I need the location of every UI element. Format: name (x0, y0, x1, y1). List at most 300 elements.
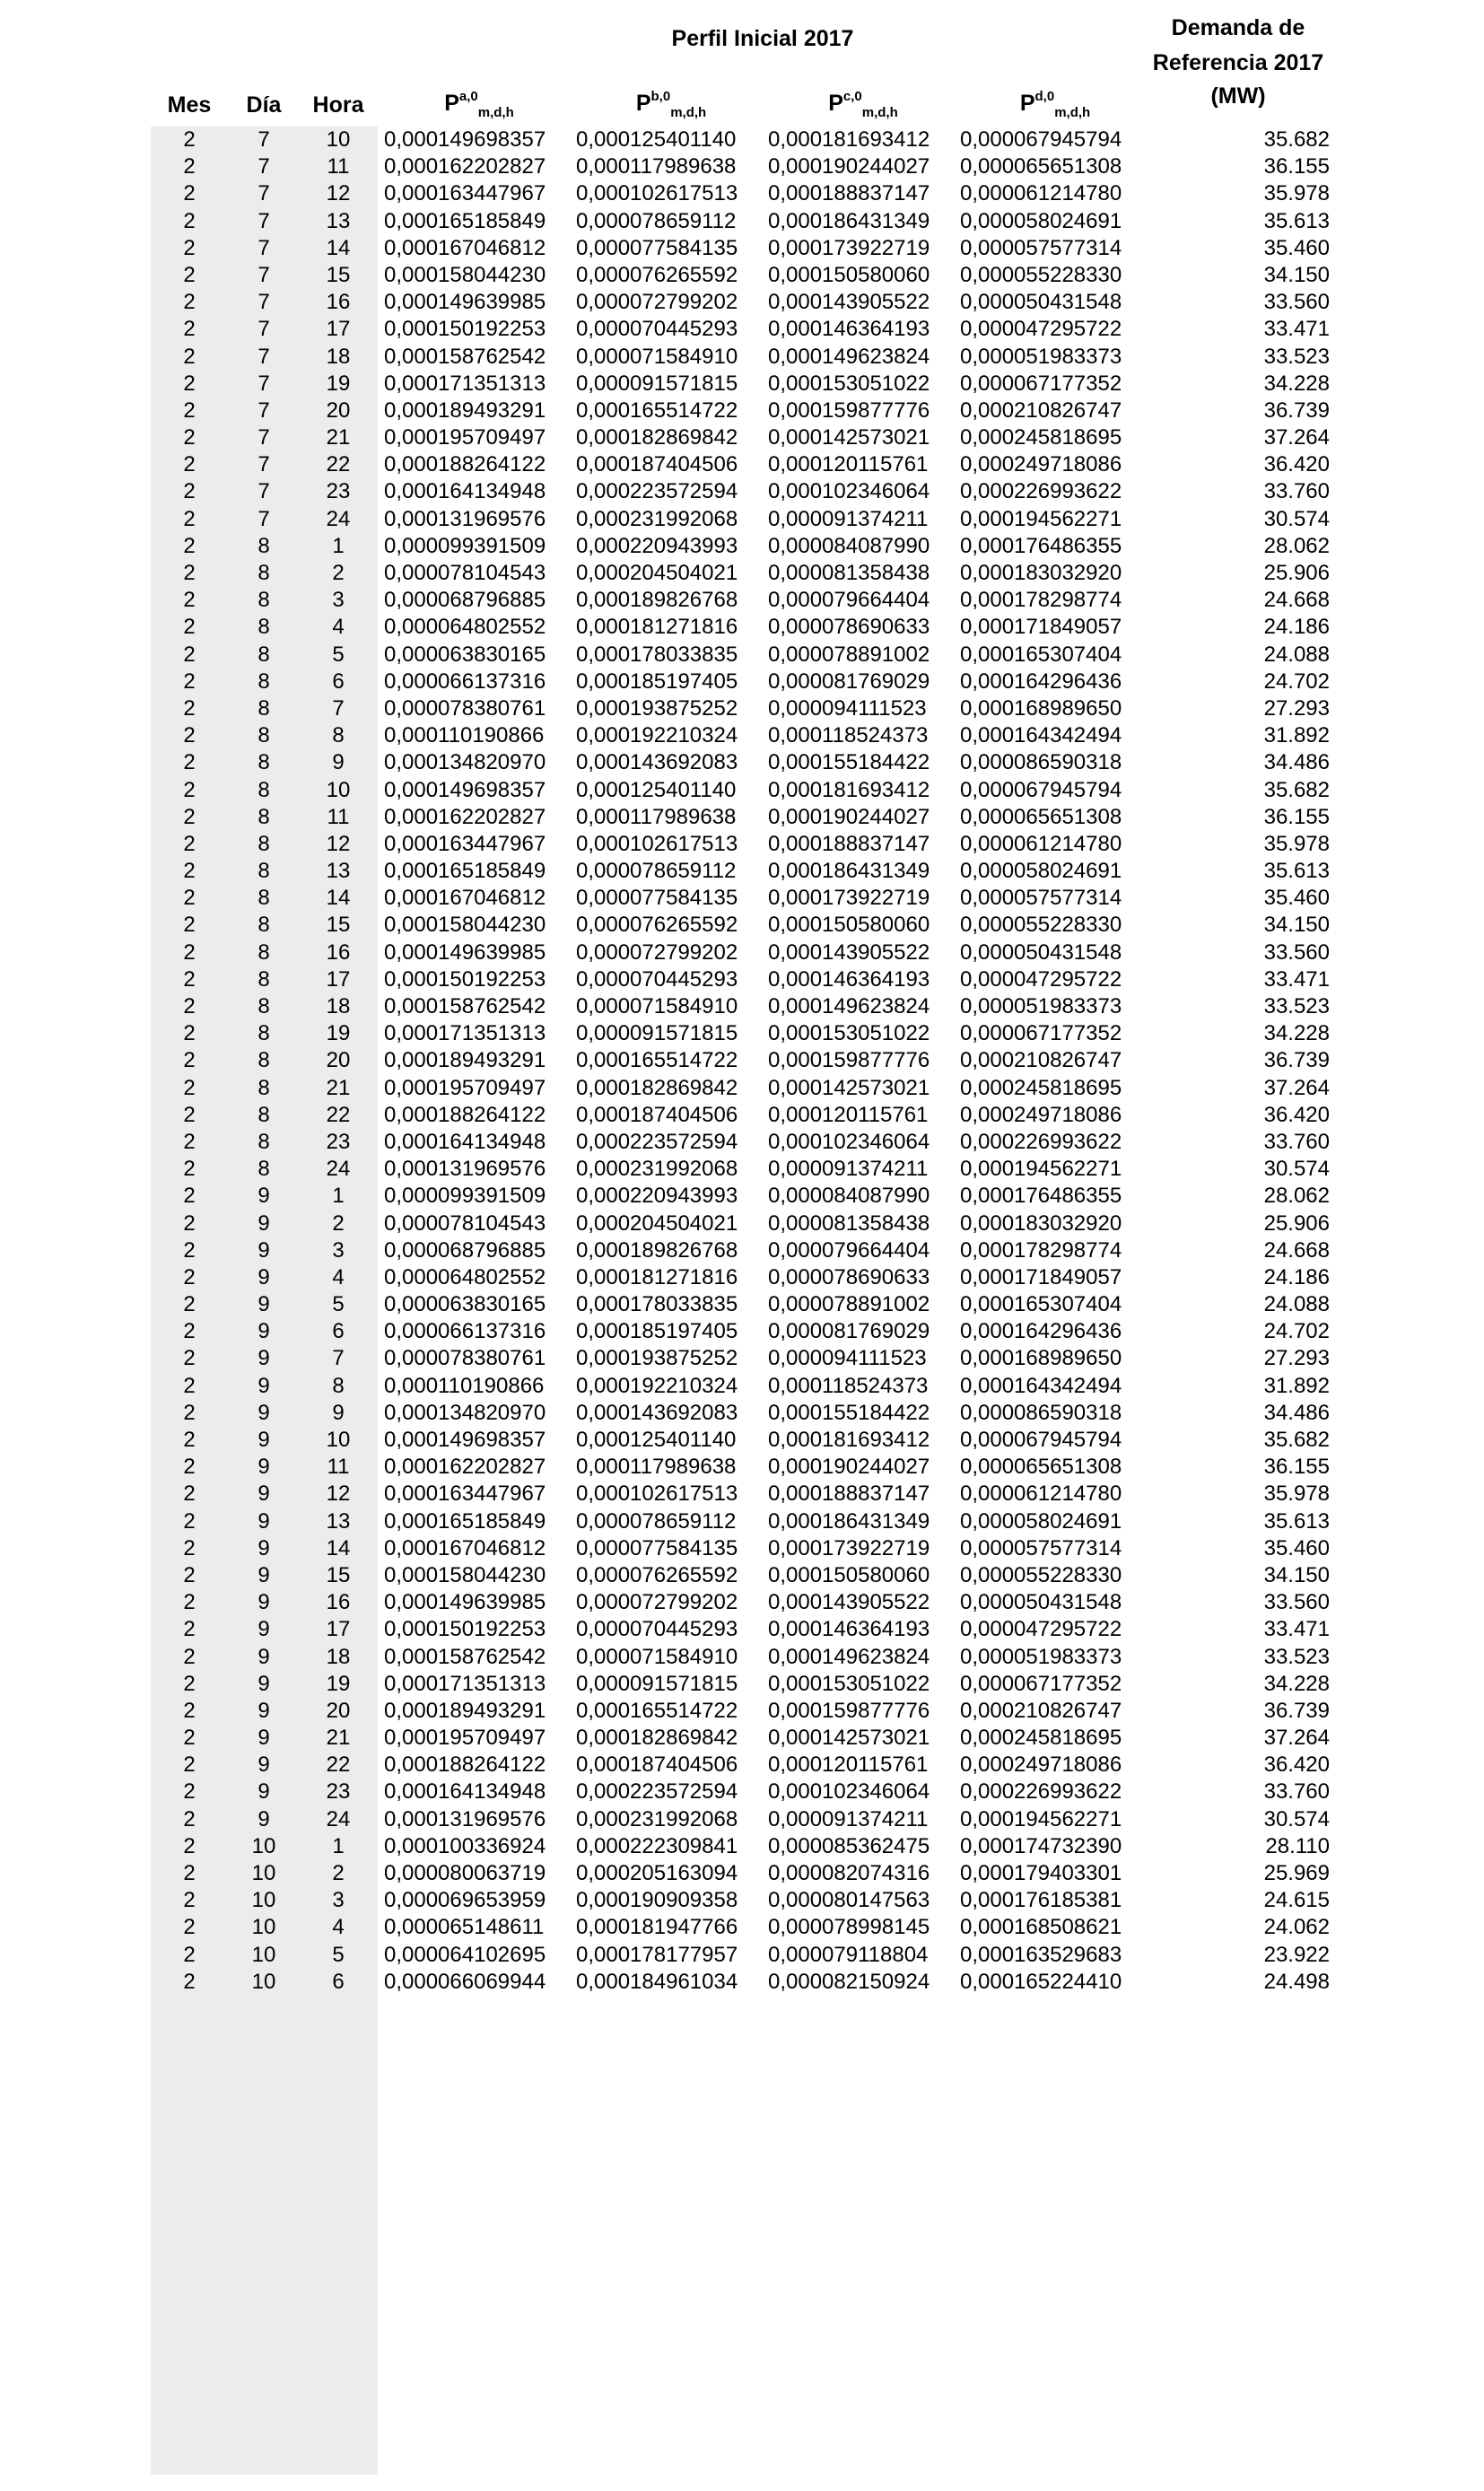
cell-demanda: 37.264 (1263, 1726, 1330, 1751)
cell-hora: 3 (332, 588, 345, 613)
cell-pb: 0,000076265592 (576, 1562, 738, 1587)
cell-pa: 0,000064102695 (384, 1942, 546, 1967)
table-row (0, 1779, 1484, 1805)
cell-pd: 0,000057577314 (960, 235, 1122, 260)
table-row (0, 993, 1484, 1020)
cell-pa: 0,000162202827 (384, 804, 546, 829)
table-row (0, 642, 1484, 669)
cell-hora: 3 (332, 1888, 345, 1913)
cell-mes: 2 (183, 859, 196, 884)
cell-demanda: 33.523 (1263, 344, 1330, 369)
cell-mes: 2 (183, 208, 196, 233)
cell-pb: 0,000231992068 (576, 506, 738, 531)
cell-pb: 0,000070445293 (576, 966, 738, 992)
cell-demanda: 34.150 (1263, 1562, 1330, 1587)
cell-pa: 0,000066137316 (384, 1319, 546, 1344)
cell-pc: 0,000173922719 (768, 1535, 930, 1560)
table-row (0, 1725, 1484, 1752)
cell-demanda: 34.486 (1263, 1400, 1330, 1425)
cell-pb: 0,000117989638 (576, 154, 737, 179)
cell-hora: 16 (326, 1590, 351, 1615)
table-row (0, 804, 1484, 831)
cell-pb: 0,000185197405 (576, 669, 738, 694)
cell-pb: 0,000071584910 (576, 344, 738, 369)
cell-hora: 9 (332, 750, 345, 775)
table-header (0, 0, 1484, 133)
cell-pd: 0,000050431548 (960, 290, 1122, 315)
cell-demanda: 24.186 (1263, 615, 1330, 640)
cell-demanda: 33.560 (1263, 290, 1330, 315)
table-row (0, 235, 1484, 262)
cell-hora: 17 (326, 966, 351, 992)
cell-pb: 0,000071584910 (576, 994, 738, 1018)
cell-demanda: 35.978 (1263, 831, 1330, 856)
cell-pa: 0,000131969576 (384, 1806, 546, 1831)
cell-pc: 0,000120115761 (768, 1102, 929, 1127)
cell-pc: 0,000150580060 (768, 913, 930, 938)
cell-dia: 10 (251, 1915, 276, 1940)
cell-pc: 0,000102346064 (768, 1779, 930, 1805)
cell-hora: 13 (326, 208, 351, 233)
cell-demanda: 24.668 (1263, 1237, 1330, 1263)
cell-pc: 0,000091374211 (768, 506, 929, 531)
cell-pb: 0,000102617513 (576, 831, 738, 856)
cell-pb: 0,000190909358 (576, 1888, 738, 1913)
cell-dia: 9 (258, 1671, 270, 1696)
cell-pc: 0,000094111523 (768, 695, 927, 721)
cell-dia: 8 (258, 777, 270, 802)
table-row (0, 478, 1484, 505)
cell-mes: 2 (183, 344, 196, 369)
cell-dia: 8 (258, 533, 270, 558)
table-row (0, 1020, 1484, 1047)
table-row (0, 398, 1484, 424)
cell-pc: 0,000173922719 (768, 886, 930, 911)
table-row (0, 560, 1484, 587)
cell-pa: 0,000164134948 (384, 1779, 546, 1805)
cell-pb: 0,000077584135 (576, 235, 738, 260)
cell-mes: 2 (183, 1048, 196, 1073)
cell-pd: 0,000171849057 (960, 1264, 1122, 1289)
cell-pc: 0,000118524373 (768, 1373, 929, 1398)
table-row (0, 153, 1484, 180)
cell-dia: 8 (258, 913, 270, 938)
cell-hora: 15 (326, 1562, 351, 1587)
cell-pa: 0,000195709497 (384, 1726, 546, 1751)
cell-pa: 0,000171351313 (384, 1021, 546, 1046)
cell-pc: 0,000084087990 (768, 1184, 930, 1209)
cell-dia: 7 (258, 181, 270, 206)
cell-pa: 0,000189493291 (384, 398, 546, 423)
cell-mes: 2 (183, 831, 196, 856)
cell-pb: 0,000223572594 (576, 1129, 738, 1154)
cell-demanda: 35.682 (1263, 1428, 1330, 1452)
cell-pd: 0,000165307404 (960, 642, 1122, 667)
table-row (0, 1156, 1484, 1183)
cell-dia: 9 (258, 1481, 270, 1507)
cell-hora: 14 (326, 886, 351, 911)
cell-mes: 2 (183, 1264, 196, 1289)
cell-pa: 0,000110190866 (384, 723, 545, 748)
cell-pc: 0,000149623824 (768, 344, 930, 369)
cell-hora: 7 (332, 1346, 345, 1371)
cell-pd: 0,000165307404 (960, 1292, 1122, 1317)
cell-pc: 0,000190244027 (768, 1455, 930, 1480)
cell-pd: 0,000047295722 (960, 966, 1122, 992)
cell-pa: 0,000149698357 (384, 127, 546, 152)
cell-pc: 0,000078690633 (768, 1264, 930, 1289)
cell-hora: 9 (332, 1400, 345, 1425)
cell-pb: 0,000231992068 (576, 1157, 738, 1182)
table-row (0, 127, 1484, 153)
cell-pd: 0,000210826747 (960, 1048, 1122, 1073)
cell-pa: 0,000165185849 (384, 859, 546, 884)
cell-pb: 0,000223572594 (576, 1779, 738, 1805)
cell-dia: 7 (258, 235, 270, 260)
cell-pd: 0,000249718086 (960, 1752, 1122, 1778)
cell-hora: 5 (332, 1942, 345, 1967)
cell-mes: 2 (183, 940, 196, 965)
cell-dia: 9 (258, 1644, 270, 1669)
cell-demanda: 28.062 (1263, 1184, 1330, 1209)
cell-pc: 0,000084087990 (768, 533, 930, 558)
cell-mes: 2 (183, 1915, 196, 1940)
cell-hora: 8 (332, 1373, 345, 1398)
cell-pc: 0,000181693412 (768, 777, 930, 802)
cell-pb: 0,000181271816 (576, 615, 738, 640)
cell-mes: 2 (183, 804, 196, 829)
cell-hora: 14 (326, 1535, 351, 1560)
cell-pd: 0,000055228330 (960, 262, 1122, 287)
cell-mes: 2 (183, 1888, 196, 1913)
cell-demanda: 34.228 (1263, 1671, 1330, 1696)
cell-hora: 19 (326, 371, 351, 396)
cell-pd: 0,000065651308 (960, 154, 1122, 179)
cell-dia: 9 (258, 1562, 270, 1587)
cell-pc: 0,000155184422 (768, 750, 930, 775)
cell-dia: 9 (258, 1237, 270, 1263)
header-hora: Hora (312, 92, 364, 118)
cell-pd: 0,000194562271 (960, 1806, 1122, 1831)
cell-demanda: 36.739 (1263, 1048, 1330, 1073)
cell-demanda: 33.523 (1263, 994, 1330, 1018)
cell-hora: 14 (326, 235, 351, 260)
header-demanda-line3: (MW) (1210, 83, 1266, 109)
cell-mes: 2 (183, 1671, 196, 1696)
cell-mes: 2 (183, 506, 196, 531)
cell-hora: 24 (326, 506, 351, 531)
cell-pa: 0,000150192253 (384, 1617, 546, 1642)
cell-hora: 4 (332, 1264, 345, 1289)
cell-pc: 0,000078690633 (768, 615, 930, 640)
cell-dia: 8 (258, 1157, 270, 1182)
cell-pd: 0,000226993622 (960, 1779, 1122, 1805)
cell-pa: 0,000064802552 (384, 1264, 546, 1289)
cell-pd: 0,000067177352 (960, 371, 1122, 396)
cell-pd: 0,000067945794 (960, 127, 1122, 152)
cell-demanda: 35.978 (1263, 181, 1330, 206)
cell-hora: 24 (326, 1157, 351, 1182)
cell-pb: 0,000165514722 (576, 398, 738, 423)
cell-pc: 0,000188837147 (768, 831, 930, 856)
cell-demanda: 36.155 (1263, 1455, 1330, 1480)
table-row (0, 289, 1484, 316)
cell-dia: 9 (258, 1346, 270, 1371)
table-row (0, 1914, 1484, 1941)
header-pb-base: P (635, 91, 651, 116)
cell-mes: 2 (183, 1400, 196, 1425)
cell-dia: 8 (258, 1021, 270, 1046)
cell-pa: 0,000164134948 (384, 1129, 546, 1154)
cell-dia: 10 (251, 1861, 276, 1885)
cell-pc: 0,000079118804 (768, 1942, 929, 1967)
table-row (0, 1833, 1484, 1860)
cell-mes: 2 (183, 750, 196, 775)
table-row (0, 344, 1484, 371)
header-dia: Día (246, 92, 282, 118)
table-row (0, 695, 1484, 722)
cell-pb: 0,000117989638 (576, 804, 737, 829)
cell-mes: 2 (183, 1590, 196, 1615)
cell-demanda: 37.264 (1263, 425, 1330, 450)
cell-pb: 0,000125401140 (576, 777, 737, 802)
cell-pc: 0,000081358438 (768, 1211, 930, 1236)
cell-pb: 0,000102617513 (576, 181, 738, 206)
cell-pd: 0,000210826747 (960, 1698, 1122, 1723)
header-pc (768, 90, 958, 120)
cell-pb: 0,000204504021 (576, 1211, 738, 1236)
cell-mes: 2 (183, 1184, 196, 1209)
cell-pb: 0,000071584910 (576, 1644, 738, 1669)
cell-dia: 9 (258, 1455, 270, 1480)
cell-mes: 2 (183, 479, 196, 504)
cell-pb: 0,000072799202 (576, 1590, 738, 1615)
cell-hora: 2 (332, 1211, 345, 1236)
cell-demanda: 27.293 (1263, 1346, 1330, 1371)
cell-mes: 2 (183, 1211, 196, 1236)
cell-demanda: 35.978 (1263, 1481, 1330, 1507)
cell-dia: 7 (258, 371, 270, 396)
cell-mes: 2 (183, 1942, 196, 1967)
cell-hora: 12 (326, 181, 351, 206)
cell-pb: 0,000231992068 (576, 1806, 738, 1831)
cell-pb: 0,000165514722 (576, 1698, 738, 1723)
cell-dia: 8 (258, 994, 270, 1018)
cell-dia: 8 (258, 561, 270, 585)
cell-pa: 0,000171351313 (384, 371, 546, 396)
cell-pa: 0,000171351313 (384, 1671, 546, 1696)
cell-demanda: 35.613 (1263, 859, 1330, 884)
cell-hora: 4 (332, 1915, 345, 1940)
cell-demanda: 28.110 (1265, 1833, 1330, 1858)
cell-pb: 0,000189826768 (576, 1237, 738, 1263)
cell-pc: 0,000091374211 (768, 1806, 929, 1831)
cell-mes: 2 (183, 398, 196, 423)
cell-pa: 0,000064802552 (384, 615, 546, 640)
cell-dia: 8 (258, 615, 270, 640)
cell-pd: 0,000168989650 (960, 1346, 1122, 1371)
cell-pc: 0,000142573021 (768, 425, 930, 450)
cell-pd: 0,000051983373 (960, 1644, 1122, 1669)
cell-mes: 2 (183, 1779, 196, 1805)
cell-pb: 0,000117989638 (576, 1455, 737, 1480)
cell-pa: 0,000099391509 (384, 1184, 546, 1209)
cell-mes: 2 (183, 1075, 196, 1100)
cell-hora: 11 (327, 1455, 350, 1480)
cell-pb: 0,000078659112 (576, 859, 737, 884)
cell-hora: 23 (326, 1779, 351, 1805)
cell-demanda: 36.420 (1263, 1752, 1330, 1778)
header-demanda-line2: Referencia 2017 (1152, 50, 1324, 75)
table-row (0, 451, 1484, 478)
cell-pd: 0,000165224410 (960, 1969, 1122, 1994)
cell-pd: 0,000058024691 (960, 1508, 1122, 1534)
cell-mes: 2 (183, 994, 196, 1018)
cell-demanda: 34.228 (1263, 1021, 1330, 1046)
cell-pb: 0,000184961034 (576, 1969, 738, 1994)
cell-pa: 0,000189493291 (384, 1698, 546, 1723)
cell-demanda: 35.460 (1263, 886, 1330, 911)
cell-pd: 0,000249718086 (960, 452, 1122, 477)
cell-hora: 19 (326, 1021, 351, 1046)
table-row (0, 1237, 1484, 1264)
cell-mes: 2 (183, 1346, 196, 1371)
cell-mes: 2 (183, 1562, 196, 1587)
cell-dia: 8 (258, 723, 270, 748)
cell-hora: 3 (332, 1237, 345, 1263)
cell-pb: 0,000220943993 (576, 1184, 738, 1209)
table-row (0, 1129, 1484, 1156)
table-title: Perfil Inicial 2017 (671, 26, 854, 51)
cell-pa: 0,000069653959 (384, 1888, 546, 1913)
cell-hora: 17 (326, 317, 351, 342)
header-mes: Mes (167, 92, 212, 118)
cell-pc: 0,000079664404 (768, 1237, 930, 1263)
table-row (0, 1345, 1484, 1372)
cell-pd: 0,000067945794 (960, 1428, 1122, 1452)
cell-demanda: 34.150 (1263, 913, 1330, 938)
cell-mes: 2 (183, 1102, 196, 1127)
cell-pa: 0,000068796885 (384, 1237, 546, 1263)
cell-pd: 0,000245818695 (960, 1726, 1122, 1751)
cell-mes: 2 (183, 1644, 196, 1669)
table-row (0, 885, 1484, 912)
cell-mes: 2 (183, 1428, 196, 1452)
cell-pd: 0,000065651308 (960, 804, 1122, 829)
cell-mes: 2 (183, 1752, 196, 1778)
cell-pa: 0,000189493291 (384, 1048, 546, 1073)
cell-pa: 0,000149639985 (384, 940, 546, 965)
cell-dia: 9 (258, 1752, 270, 1778)
cell-pa: 0,000066137316 (384, 669, 546, 694)
cell-demanda: 33.760 (1263, 1779, 1330, 1805)
cell-dia: 8 (258, 1102, 270, 1127)
cell-pc: 0,000142573021 (768, 1726, 930, 1751)
cell-pc: 0,000153051022 (768, 371, 930, 396)
cell-mes: 2 (183, 1861, 196, 1885)
cell-pb: 0,000182869842 (576, 425, 738, 450)
cell-pc: 0,000081769029 (768, 669, 930, 694)
cell-demanda: 24.702 (1263, 669, 1330, 694)
table-row (0, 1291, 1484, 1318)
cell-demanda: 24.186 (1263, 1264, 1330, 1289)
cell-mes: 2 (183, 1455, 196, 1480)
cell-dia: 8 (258, 804, 270, 829)
cell-pd: 0,000055228330 (960, 1562, 1122, 1587)
table-row (0, 1508, 1484, 1535)
cell-pb: 0,000102617513 (576, 1481, 738, 1507)
cell-pa: 0,000188264122 (384, 1102, 546, 1127)
cell-dia: 8 (258, 669, 270, 694)
cell-demanda: 35.682 (1263, 777, 1330, 802)
cell-pa: 0,000080063719 (384, 1861, 546, 1885)
cell-pc: 0,000081358438 (768, 561, 930, 585)
cell-mes: 2 (183, 371, 196, 396)
cell-pc: 0,000120115761 (768, 1752, 929, 1778)
table-row (0, 1860, 1484, 1887)
cell-pd: 0,000176185381 (960, 1888, 1122, 1913)
cell-dia: 7 (258, 262, 270, 287)
cell-mes: 2 (183, 642, 196, 667)
table-row (0, 506, 1484, 533)
table-row (0, 1589, 1484, 1616)
cell-demanda: 33.471 (1263, 317, 1330, 342)
cell-pc: 0,000091374211 (768, 1157, 929, 1182)
cell-demanda: 27.293 (1263, 695, 1330, 721)
cell-dia: 9 (258, 1806, 270, 1831)
cell-mes: 2 (183, 913, 196, 938)
cell-demanda: 24.088 (1263, 642, 1330, 667)
cell-hora: 23 (326, 479, 351, 504)
table-row (0, 1616, 1484, 1643)
cell-pd: 0,000178298774 (960, 1237, 1122, 1263)
cell-pb: 0,000187404506 (576, 1102, 738, 1127)
header-pb-sub: m,d,h (670, 105, 707, 120)
cell-pb: 0,000181271816 (576, 1264, 738, 1289)
cell-pd: 0,000178298774 (960, 588, 1122, 613)
cell-pc: 0,000078998145 (768, 1915, 930, 1940)
header-pc-base: P (828, 91, 843, 116)
cell-demanda: 23.922 (1263, 1942, 1330, 1967)
cell-pc: 0,000190244027 (768, 154, 930, 179)
cell-demanda: 25.969 (1263, 1861, 1330, 1885)
table-row (0, 1644, 1484, 1671)
cell-dia: 8 (258, 588, 270, 613)
cell-dia: 7 (258, 208, 270, 233)
cell-dia: 9 (258, 1264, 270, 1289)
cell-mes: 2 (183, 1806, 196, 1831)
cell-pd: 0,000067177352 (960, 1021, 1122, 1046)
table-row (0, 669, 1484, 695)
cell-pd: 0,000171849057 (960, 615, 1122, 640)
cell-demanda: 33.760 (1263, 479, 1330, 504)
cell-hora: 23 (326, 1129, 351, 1154)
cell-pa: 0,000149639985 (384, 290, 546, 315)
cell-hora: 6 (332, 1969, 345, 1994)
cell-pa: 0,000078104543 (384, 1211, 546, 1236)
cell-dia: 10 (251, 1942, 276, 1967)
cell-dia: 9 (258, 1535, 270, 1560)
header-pa-sub: m,d,h (477, 105, 514, 120)
cell-mes: 2 (183, 1617, 196, 1642)
cell-demanda: 36.739 (1263, 1698, 1330, 1723)
cell-pc: 0,000146364193 (768, 966, 930, 992)
cell-pc: 0,000181693412 (768, 127, 930, 152)
cell-pa: 0,000165185849 (384, 208, 546, 233)
cell-dia: 9 (258, 1400, 270, 1425)
cell-pc: 0,000120115761 (768, 452, 929, 477)
cell-pa: 0,000167046812 (384, 235, 546, 260)
